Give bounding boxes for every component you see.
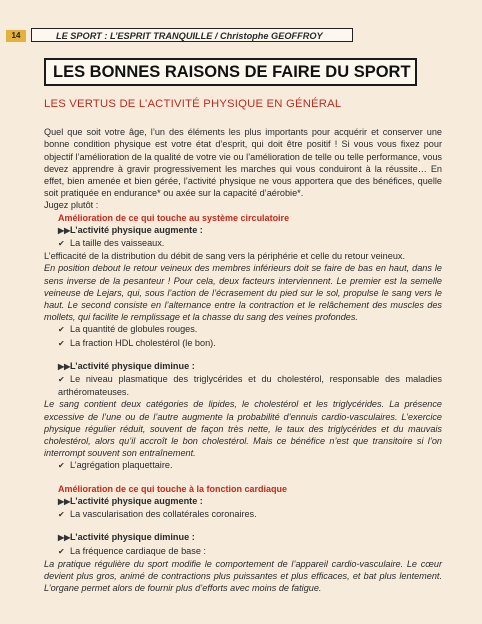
check-icon: ✔ (58, 325, 65, 335)
list-item (58, 508, 442, 521)
heart-note: La pratique régulière du sport modifie le comportement de l’appareil cardio-vasculaire. Le cœur devient plus gros, animé de contractions plus puissantes et plus efficaces, et bat plus lentement. L’organe permet alors de fournir plus d’efforts avec moins de fatigue. (44, 558, 442, 594)
plasma-item (58, 373, 442, 398)
list-item (58, 337, 442, 350)
chapter-title: LES BONNES RAISONS DE FAIRE DU SPORT (44, 58, 417, 86)
intro-paragraph: Quel que soit votre âge, l’un des éléments les plus importants pour acquérir et conserver une bonne condition physique est votre état d’esprit, qui doit être positif ! Si vous vous fixez pour objectif l’amélioration de la qualité de votre vie ou l’amélioration de telle ou telle performance, vous devez apprendre à gravir progressivement les marches qui vous conduiront à la réussite… En effet, bien amenée et bien gérée, l’activité physique ne vous apportera que des bénéfices, quelle soit pratiquée en endurance* ou axée sur la capacité d’aérobie*. (44, 127, 442, 199)
judge-line: Jugez plutôt : (44, 200, 99, 211)
running-head: LE SPORT : L’ESPRIT TRANQUILLE / Christophe GEOFFROY (31, 28, 353, 42)
double-arrow-icon: ▶▶ (58, 496, 71, 506)
circulatory-decrease-label: L’activité physique diminue : (70, 360, 195, 371)
double-arrow-icon: ▶▶ (58, 361, 71, 371)
circulatory-subtitle: Amélioration de ce qui touche au système circulatoire (58, 212, 290, 223)
cardiac-decrease-label: L’activité physique diminue : (70, 532, 195, 543)
check-icon: ✔ (58, 510, 65, 520)
circulatory-decrease-heading (58, 360, 442, 373)
list-item-text: La vascularisation des collatérales coronaires. (70, 509, 257, 520)
circulatory-increase-label: L’activité physique augmente : (70, 224, 203, 235)
check-icon: ✔ (58, 338, 65, 348)
page-content (44, 98, 442, 594)
list-item-text: La taille des vaisseaux. (70, 238, 165, 249)
list-item-text: L’agrégation plaquettaire. (70, 460, 173, 471)
list-item (58, 237, 442, 250)
list-item (58, 545, 442, 558)
list-item-text: La fraction HDL cholestérol (le bon). (70, 337, 216, 348)
double-arrow-icon: ▶▶ (58, 225, 71, 235)
list-item-text: La quantité de globules rouges. (70, 324, 198, 335)
section-title: LES VERTUS DE L’ACTIVITÉ PHYSIQUE EN GÉNÉRAL (44, 98, 342, 110)
venous-return-note: En position debout le retour veineux des membres inférieurs doit se faire de bas en haut, dans le sens inverse de la pesanteur ! Pour cela, deux facteurs interviennent. Le premier est la semelle veineuse de Lejars, qui, sous l’action de l’écrasement du pied sur le sol, propulse le sang vers le haut. Le second consiste en l’alternance entre la contraction et le relâchement des muscles des mollets, qui facilite le remplissage et la chasse du sang des veines profondes. (44, 263, 442, 323)
cardiac-increase-heading (58, 495, 442, 508)
list-item (58, 323, 442, 336)
lipids-note: Le sang contient deux catégories de lipides, le cholestérol et les triglycérides. La présence excessive de l’une ou de l’autre augmente la probabilité d’ennuis cardio-vasculaires. L’exercice physique régulier réduit, souvent de façon très nette, le taux des triglycérides et du mauvais cholestérol, alors qu’il accroît le bon cholestérol. Mais ce bénéfice n’est que transitoire si l’on interrompt souvent son entraînement. (44, 399, 442, 459)
list-item-text: Le niveau plasmatique des triglycérides et du cholestérol, responsable des maladies arthéromateuses. (58, 374, 442, 398)
check-icon: ✔ (58, 546, 65, 556)
circulatory-increase-heading (58, 224, 442, 237)
check-icon: ✔ (58, 375, 65, 385)
cardiac-subtitle: Amélioration de ce qui touche à la fonction cardiaque (58, 483, 288, 494)
check-icon: ✔ (58, 461, 65, 471)
list-item-text: La fréquence cardiaque de base : (70, 545, 206, 556)
cardiac-increase-label: L’activité physique augmente : (70, 495, 203, 506)
check-icon: ✔ (58, 239, 65, 249)
list-item (58, 459, 442, 472)
efficiency-paragraph: L’efficacité de la distribution du débit de sang vers la périphérie et celle du retour veineux. (44, 251, 405, 262)
page-number: 14 (6, 30, 26, 42)
cardiac-decrease-heading (58, 531, 442, 544)
double-arrow-icon: ▶▶ (58, 533, 71, 543)
